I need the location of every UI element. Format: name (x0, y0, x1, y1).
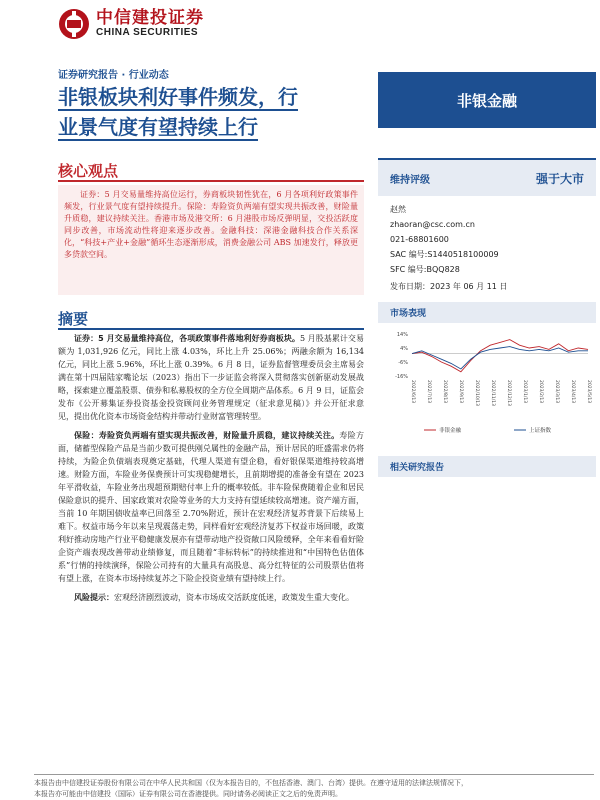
x-tick-label: 2022/9/13 (458, 380, 463, 404)
y-tick-label: -6% (398, 360, 408, 366)
x-tick-label: 2023/4/13 (570, 380, 575, 404)
market-chart-svg (378, 328, 596, 438)
x-tick-label: 2022/6/13 (410, 380, 415, 404)
footer-line-1: 本报告由中信建投证券股份有限公司在中华人民共和国（仅为本报告目的，不包括香港、澳门、台湾）提供。在遵守适用的法律法规情况下， (34, 779, 468, 787)
para-lead: 风险提示： (74, 593, 114, 602)
rating-label: 维持评级 (390, 174, 430, 186)
summary-para-risk (58, 591, 364, 604)
disclaimer-footer (34, 774, 594, 800)
x-tick-label: 2023/1/13 (522, 380, 527, 404)
footer-line-2: 本报告亦可能由中信建投（国际）证券有限公司在香港提供。同时请务必阅读正文之后的免责声明。 (34, 790, 342, 798)
para-body: 宏观经济剧烈波动，资本市场成交活跃度低迷，政策发生重大变化。 (114, 593, 354, 602)
analyst-email[interactable]: zhaoran@csc.com.cn (390, 220, 475, 229)
x-tick-label: 2022/12/13 (506, 380, 511, 406)
series-line-0 (412, 340, 588, 372)
core-text: 证券：5 月交易量维持高位运行，券商板块韧性犹在，6 月各项利好政策事件频发，行业景气度有望持续提升。保险：寿险资负两端有望实现共振改善，财险量升质稳，建议持续关注。香港市场及港交所：6 月港股市场反弹明显，交投活跃度同步改善，市场流动性将迎来逐步改善。金融科技：深港金融科技合作关系深化，“科技+产业+金融”循环生态逐渐形成，消费金融公司 ABS 加速发行，释放更多贷款空间。 (64, 190, 358, 259)
analyst-phone: 021-68801600 (390, 235, 449, 244)
analyst-name: 赵然 (390, 205, 406, 214)
summary-para-insurance (58, 429, 364, 585)
sector-label: 非银金融 (378, 72, 596, 128)
title-line-2: 业景气度有望持续上行 (58, 115, 258, 139)
breadcrumb: 证券研究报告 · 行业动态 (58, 70, 169, 81)
market-title: 市场表现 (378, 302, 596, 323)
x-tick-label: 2022/7/13 (426, 380, 431, 404)
y-tick-label: 4% (400, 346, 408, 352)
rating-bar (378, 158, 596, 196)
brand-logo (58, 8, 204, 40)
brand-name-cn: 中信建投证券 (96, 8, 204, 28)
rating-value: 强于大市 (535, 171, 584, 186)
series-line-1 (412, 347, 588, 369)
summary-divider (58, 328, 364, 330)
y-tick-label: -16% (395, 374, 408, 380)
core-box (58, 185, 364, 295)
market-chart (378, 328, 596, 438)
title-line-1: 非银板块利好事件频发，行 (58, 85, 298, 109)
x-tick-label: 2023/5/13 (586, 380, 591, 404)
sidebar (378, 158, 596, 323)
x-tick-label: 2022/11/13 (490, 380, 495, 406)
summary-heading: 摘要 (58, 310, 89, 328)
related-title: 相关研究报告 (378, 456, 596, 477)
x-tick-label: 2022/8/13 (442, 380, 447, 404)
analyst-sac: SAC 编号:S1440518100009 (390, 250, 499, 259)
core-divider (58, 180, 364, 182)
brand-name-en: CHINA SECURITIES (96, 27, 199, 38)
brand-emblem-icon (58, 8, 90, 40)
para-body: 5 月股基累计交易额为 1,031,926 亿元，同比上涨 4.03%，环比上升 25.06%；两融余额为 16,134 亿元，同比上涨 5.96%，环比上涨 0.39%。6 月 8 日，证券监督管理委员会主席易会满在第十四届陆家嘴论坛（2023）指出下一步证监会将深入贯彻落实创新驱动发展战略，探索建立覆盖股票、债券和私募股权的全方位全周期产品体系。6 月 9 日，证监会发布《公开募集证券投资基金投资顾问业务管理规定（征求意见稿）》并公开征求意见，提出优化资本市场资金结构并带动行业财富管理转型。 (58, 334, 364, 421)
legend-label-0: 非银金融 (439, 428, 462, 434)
legend-label-1: 上证指数 (529, 428, 552, 434)
x-tick-label: 2022/10/13 (474, 380, 479, 406)
y-tick-label: 14% (396, 332, 408, 338)
summary-para-securities (58, 332, 364, 423)
para-lead: 证券：5 月交易量维持高位，各项政策事件落地利好券商板块。 (74, 334, 300, 343)
x-tick-label: 2023/2/13 (538, 380, 543, 404)
report-title (58, 82, 363, 142)
para-lead: 保险：寿险资负两端有望实现共振改善，财险量升质稳，建议持续关注。 (74, 431, 340, 440)
analyst-info (378, 196, 596, 277)
para-body: 寿险方面，储蓄型保险产品是当前少数可提供刚兑属性的金融产品，预计居民的旺盛需求仍将持续，为险企负债端表现奠定基础，代理人渠道有望企稳，看好银保渠道维持较高增速。财险方面，车险业务保费预计可实现稳健增长，且前期增提的准备金有望在 2023 年平滑收益，车险业务出现超预期赔付率上升的概率较低。非车险保费随着企业和居民保险意识的提升、国家政策对农险等业务的大力支持有望延续较高增速。资产端方面，当前 10 年期国债收益率已回落至 2.70%附近，预计在宏观经济复苏背景下后续易上难下。权益市场今年以来呈现震荡走势，同样看好宏观经济复苏下权益市场回暖，政策利好推动房地产行业平稳健康发展亦有望带动地产投资敞口风险缓释，全年来看看好险企资产端表现改善带动业绩修复，而且随着“非标转标”的持续推进和“中国特色估值体系”行情的持续演绎，保险公司持有的大量具有高股息、高分红特征的公司股票估值将有望上涨，在资本市场持续复苏之下险企投资业绩有望持续上行。 (58, 431, 365, 583)
summary-body (58, 332, 364, 610)
x-tick-label: 2023/3/13 (554, 380, 559, 404)
publish-date: 发布日期：2023 年 06 月 11 日 (390, 282, 508, 291)
analyst-sfc: SFC 编号:BQQ828 (390, 265, 460, 274)
core-heading: 核心观点 (58, 162, 119, 180)
